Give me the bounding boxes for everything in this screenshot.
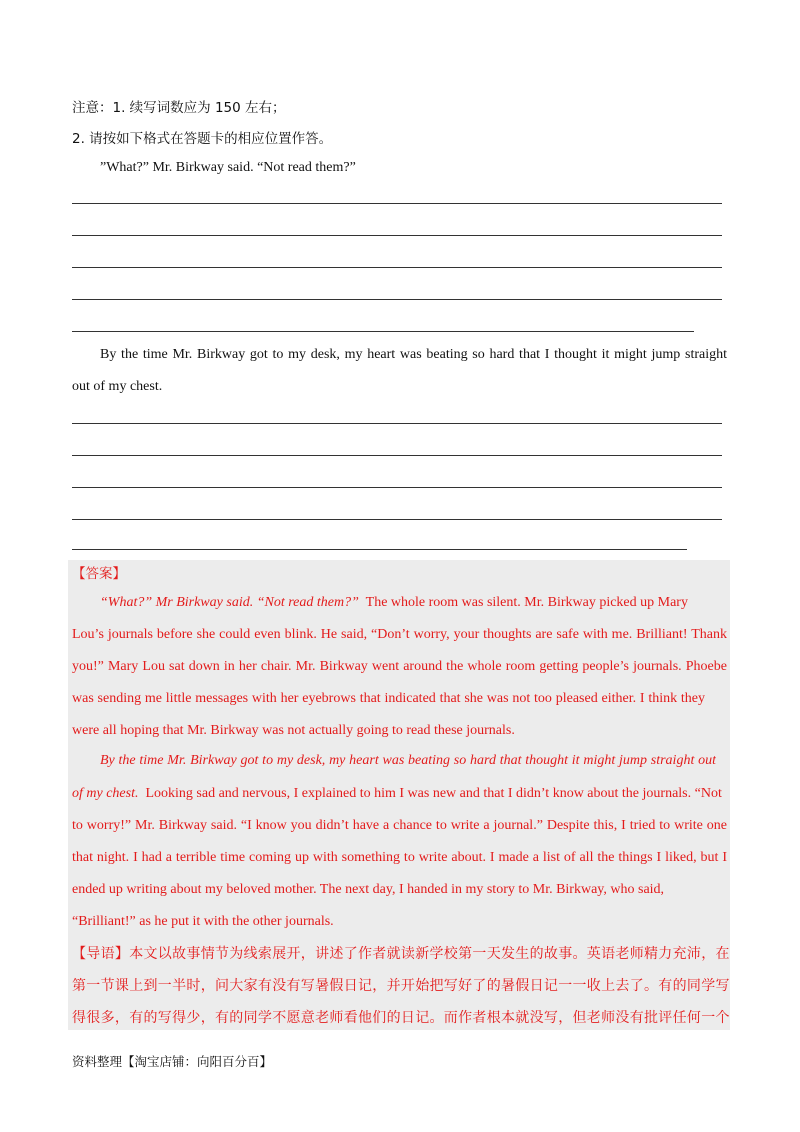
answer-para2-italic-end: of my chest.	[72, 786, 139, 801]
answer-heading: 【答案】	[72, 566, 126, 582]
answer-para2-line1: By the time Mr. Birkway got to my desk, my heart was beating so hard that thought it might jump straight out	[100, 753, 716, 768]
answer-para2-line2-rest: Looking sad and nervous, I explained to him I was new and that I didn’t know about the journals. “Not	[138, 786, 722, 801]
answer-para1-line1	[100, 593, 727, 613]
answer-guide-line3: 得很多，有的写得少，有的同学不愿意老师看他们的日记。而作者根本就没写，但老师没有批评任何一个	[72, 1010, 730, 1026]
answer-para2-line5: ended up writing about my beloved mother. The next day, I handed in my story to Mr. Birkway, who said,	[72, 882, 665, 897]
writing-line	[72, 423, 722, 424]
answer-para2-line4: that night. I had a terrible time coming up with something to write about. I made a list of all the things I liked, but I	[72, 850, 727, 865]
writing-line	[72, 487, 722, 488]
writing-line	[72, 331, 694, 332]
answer-guide-line2: 第一节课上到一半时，问大家有没有写暑假日记，并开始把写好了的暑假日记一一收上去了。有的同学写	[72, 978, 730, 994]
writing-line	[72, 455, 722, 456]
answer-para1-line2: Lou’s journals before she could even blink. He said, “Don’t worry, your thoughts are safe with me. Brilliant! Thank	[72, 627, 727, 642]
answer-para2-line3: to worry!” Mr. Birkway said. “I know you didn’t have a chance to write a journal.” Despite this, I tried to write one	[72, 818, 727, 833]
writing-line	[72, 267, 722, 268]
writing-line	[72, 549, 687, 550]
note-format: 2. 请按如下格式在答题卡的相应位置作答。	[72, 131, 333, 147]
page-footer: 资料整理【淘宝店铺：向阳百分百】	[72, 1054, 273, 1069]
prompt-paragraph-2-line-1: By the time Mr. Birkway got to my desk, my heart was beating so hard that I thought it might jump straight	[100, 347, 727, 362]
answer-para1-line5: were all hoping that Mr. Birkway was not actually going to read these journals.	[72, 723, 515, 738]
writing-line	[72, 235, 722, 236]
prompt-paragraph-2-line-2: out of my chest.	[72, 379, 163, 394]
writing-line	[72, 299, 722, 300]
answer-para2-line6: “Brilliant!” as he put it with the other journals.	[72, 914, 334, 929]
answer-para2-line2	[72, 784, 727, 804]
writing-line	[72, 519, 722, 520]
answer-para1-italic-start: “What?” Mr Birkway said. “Not read them?”	[100, 595, 359, 610]
answer-para1-line4: was sending me little messages with her eyebrows that indicated that she was not too pleased either. I think they	[72, 691, 705, 706]
prompt-paragraph-1: ”What?” Mr. Birkway said. “Not read them?”	[100, 160, 356, 175]
answer-para1-line3: you!” Mary Lou sat down in her chair. Mr. Birkway went around the whole room getting people’s journals. Phoebe	[72, 659, 727, 674]
writing-line	[72, 203, 722, 204]
note-word-count: 注意：1. 续写词数应为 150 左右；	[72, 100, 286, 116]
answer-guide-line1: 【导语】本文以故事情节为线索展开，讲述了作者就读新学校第一天发生的故事。英语老师精力充沛，在	[72, 946, 730, 962]
answer-para1-line1-rest: The whole room was silent. Mr. Birkway picked up Mary	[358, 595, 688, 610]
